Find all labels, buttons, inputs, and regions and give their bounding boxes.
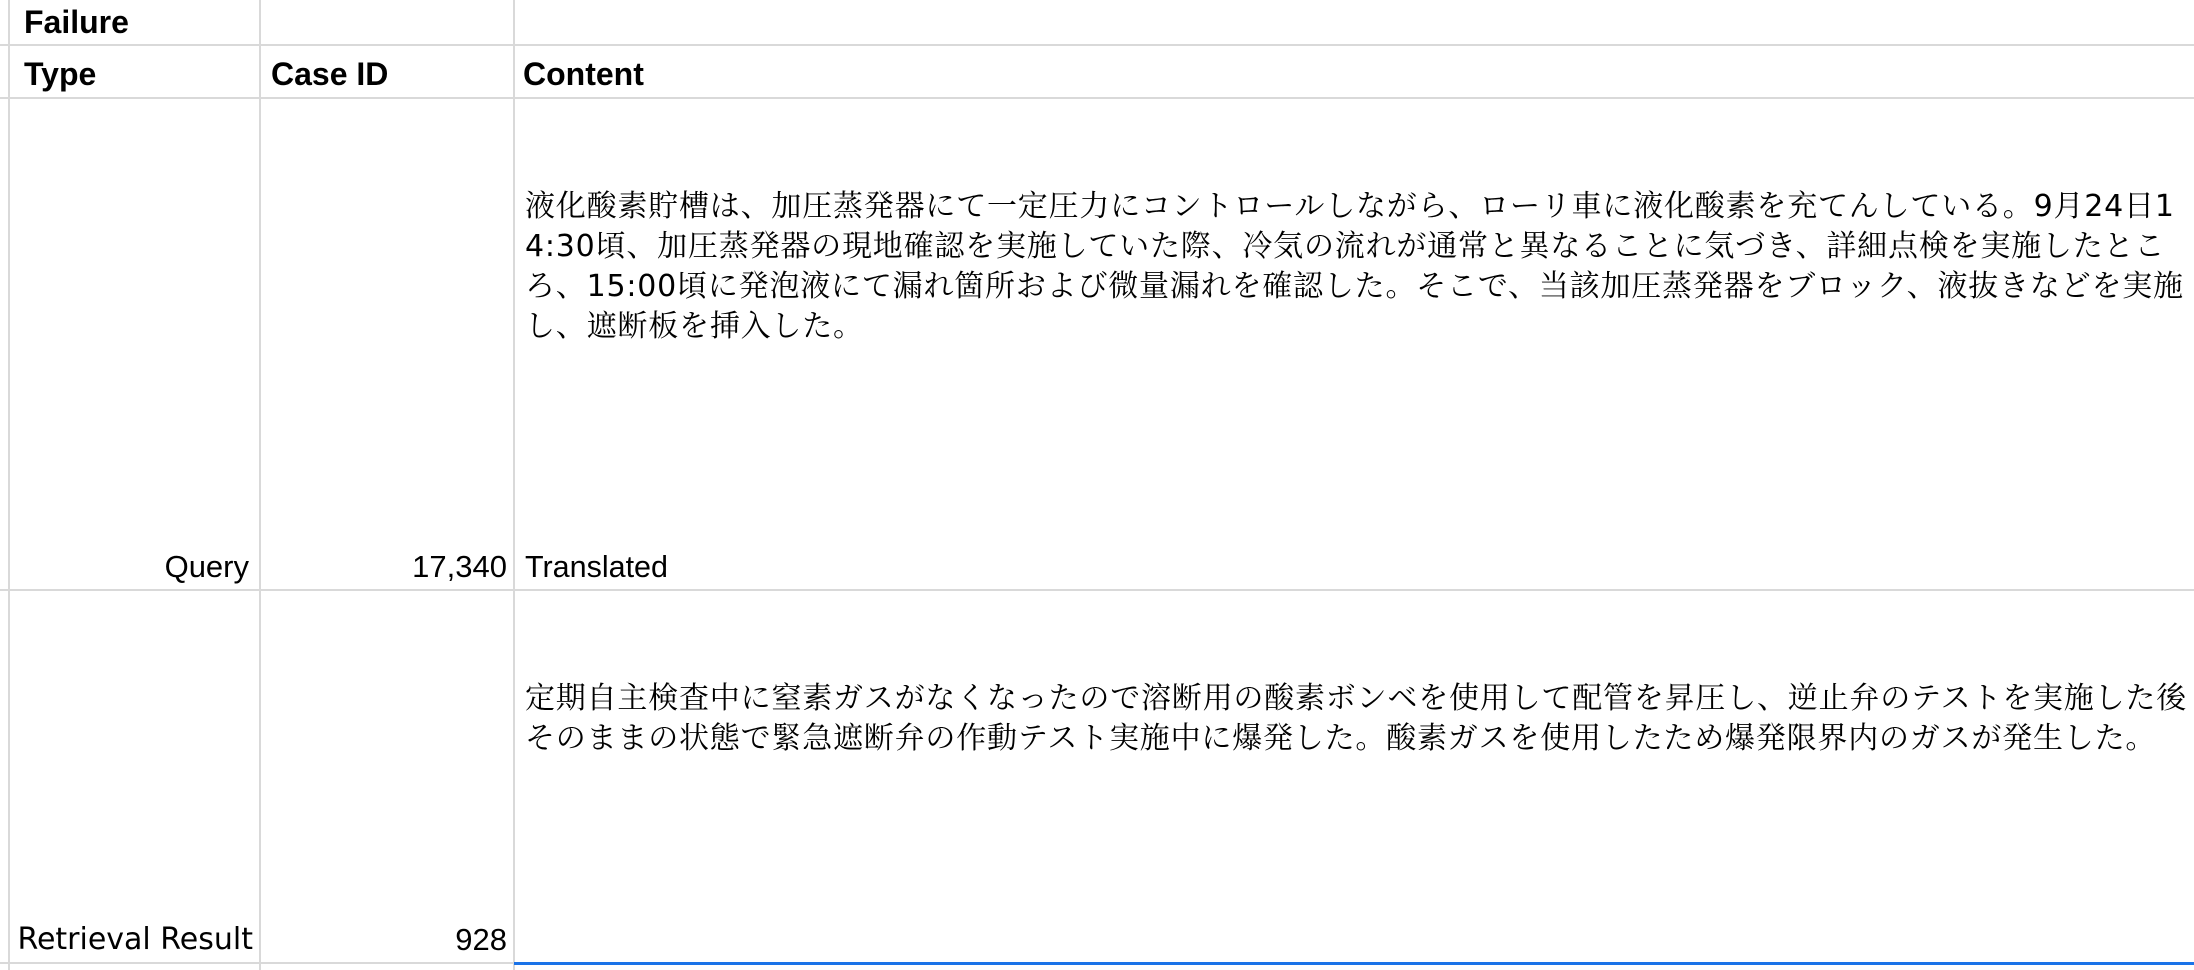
blank-line [525, 427, 2188, 467]
row-case-id-query: 17,340 [412, 549, 507, 584]
cell-query-type[interactable] [10, 99, 259, 589]
header-case-id[interactable] [261, 46, 513, 97]
cell-failure-title[interactable] [10, 0, 259, 44]
header-type[interactable] [10, 46, 259, 97]
header-case-id-label: Case ID [271, 56, 389, 92]
cell-query-content[interactable] [515, 107, 2194, 589]
cell-retrieval-content[interactable] [515, 599, 2194, 962]
retrieval-content-japanese: 定期自主検査中に窒素ガスがなくなったので溶断用の酸素ボンベを使用して配管を昇圧し、逆止弁のテストを実施した後そのままの状態で緊急遮断弁の作動テスト実施中に爆発した。酸素ガスを使用したため爆発限界内のガスが発生した。 [525, 681, 2187, 756]
cell-retrieval-type[interactable] [10, 591, 259, 962]
header-content[interactable] [515, 46, 2194, 97]
header-content-label: Content [523, 56, 644, 92]
cell-row1-b[interactable] [261, 0, 513, 44]
blank-line [525, 839, 2188, 879]
query-translated-label: Translated [525, 550, 668, 584]
retrieval-translated-label [525, 959, 2188, 962]
selected-cell-border[interactable] [514, 962, 2194, 965]
row-type-retrieval-result: Retrieval Result [17, 922, 253, 957]
cell-retrieval-case-id[interactable] [261, 591, 513, 962]
header-type-label: Type [24, 56, 97, 92]
cell-query-case-id[interactable] [261, 99, 513, 589]
cell-row1-c[interactable] [515, 0, 2194, 44]
row-case-id-retrieval: 928 [455, 922, 507, 957]
query-content-japanese: 液化酸素貯槽は、加圧蒸発器にて一定圧力にコントロールしながら、ローリ車に液化酸素を充てんしている。9月24日14:30頃、加圧蒸発器の現地確認を実施していた際、冷気の流れが通常と異なることに気づき、詳細点検を実施したところ、15:00頃に発泡液にて漏れ箇所および微量漏れを確認した。そこで、当該加圧蒸発器をブロック、液抜きなどを実施し、遮断板を挿入した。 [525, 189, 2184, 344]
failure-title-text: Failure [24, 4, 129, 40]
row-type-query: Query [164, 549, 249, 584]
